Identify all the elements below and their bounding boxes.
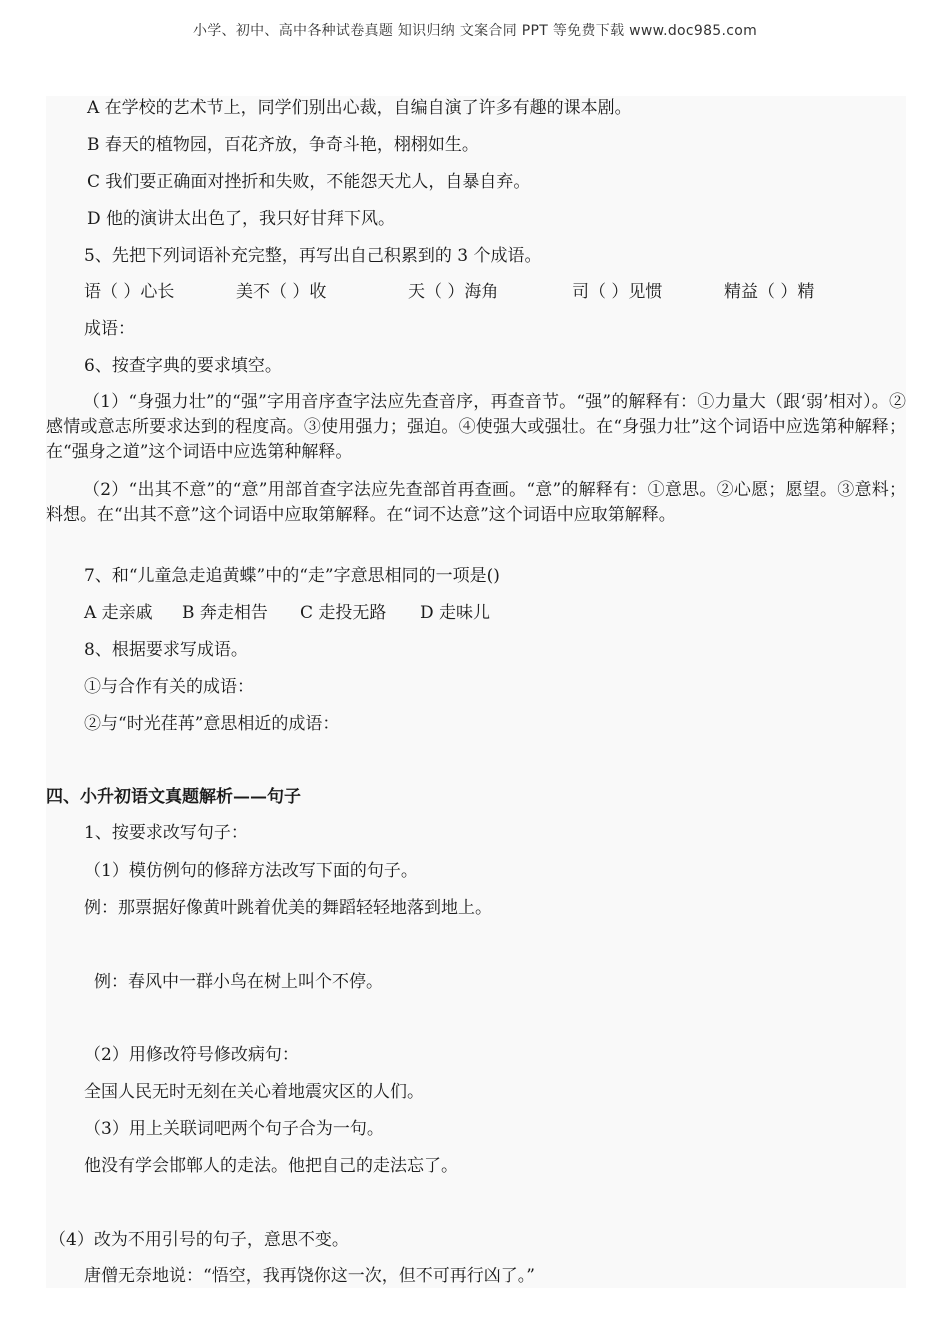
q8-item-2: ②与“时光荏苒”意思相近的成语： — [84, 714, 340, 734]
s4-sub-1: （1）模仿例句的修辞方法改写下面的句子。 — [84, 861, 418, 881]
q5-fill-blanks — [84, 283, 904, 303]
q4-option-d: D 他的演讲太出色了，我只好甘拜下风。 — [87, 209, 396, 229]
q6-paragraph-2: （2）“出其不意”的“意”用部首查字法应先查部首再查画。“意”的解释有：①意思。②心愿；愿望。③意料；料想。在“出其不意”这个词语中应取第解释。在“词不达意”这个词语中应取第解释。 — [46, 480, 906, 525]
q7-option: B 奔走相告 — [182, 603, 268, 623]
q6-paragraph-1: （1）“身强力壮”的“强”字用音序查字法应先查音序，再查音节。“强”的解释有：①力量大（跟‘弱’相对）。②感情或意志所要求达到的程度高。③使用强力；强迫。④使强大或强壮。在“身强力壮”这个词语中应选第种解释；在“强身之道”这个词语中应选第种解释。 — [46, 392, 906, 462]
q5-title: 5、先把下列词语补充完整，再写出自己积累到的 3 个成语。 — [84, 246, 542, 266]
q7-option: D 走味儿 — [420, 603, 491, 623]
q6-title: 6、按查字典的要求填空。 — [84, 356, 282, 376]
q8-title: 8、根据要求写成语。 — [84, 640, 248, 660]
s4-q1-title: 1、按要求改写句子： — [84, 823, 248, 843]
q5-item: 司（ ）见惯 — [572, 282, 663, 302]
q7-title: 7、和“儿童急走追黄蝶”中的“走”字意思相同的一项是() — [84, 566, 500, 586]
s4-sub-2: （2）用修改符号修改病句： — [84, 1045, 299, 1065]
q4-option-c: C 我们要正确面对挫折和失败，不能怨天尤人，自暴自弃。 — [87, 172, 531, 192]
q7-options — [84, 604, 584, 624]
s4-sub-4: （4）改为不用引号的句子，意思不变。 — [49, 1230, 349, 1250]
q5-item: 天（ ）海角 — [408, 282, 499, 302]
q7-option: C 走投无路 — [300, 603, 387, 623]
s4-sentence-2: 全国人民无时无刻在关心着地震灾区的人们。 — [84, 1082, 424, 1102]
s4-sentence-4: 唐僧无奈地说：“悟空，我再饶你这一次，但不可再行凶了。” — [84, 1266, 535, 1286]
q5-item: 语（ ）心长 — [84, 282, 175, 302]
section-4-heading: 四、小升初语文真题解析——句子 — [46, 787, 301, 807]
q7-option: A 走亲戚 — [84, 603, 153, 623]
q4-option-b: B 春天的植物园，百花齐放，争奇斗艳，栩栩如生。 — [87, 135, 479, 155]
page-header: 小学、初中、高中各种试卷真题 知识归纳 文案合同 PPT 等免费下载 www.doc985.com — [192, 23, 758, 39]
q5-item: 精益（ ）精 — [724, 282, 815, 302]
s4-example-2: 例：春风中一群小鸟在树上叫个不停。 — [94, 972, 383, 992]
q8-item-1: ①与合作有关的成语： — [84, 677, 254, 697]
document-body — [46, 96, 906, 1288]
s4-sentence-3: 他没有学会邯郸人的走法。他把自己的走法忘了。 — [84, 1156, 458, 1176]
q5-answer-label: 成语： — [84, 319, 135, 339]
s4-sub-3: （3）用上关联词吧两个句子合为一句。 — [84, 1119, 384, 1139]
q5-item: 美不（ ）收 — [236, 282, 327, 302]
s4-example-1: 例：那票据好像黄叶跳着优美的舞蹈轻轻地落到地上。 — [84, 898, 492, 918]
q4-option-a: A 在学校的艺术节上，同学们别出心裁，自编自演了许多有趣的课本剧。 — [87, 98, 632, 118]
